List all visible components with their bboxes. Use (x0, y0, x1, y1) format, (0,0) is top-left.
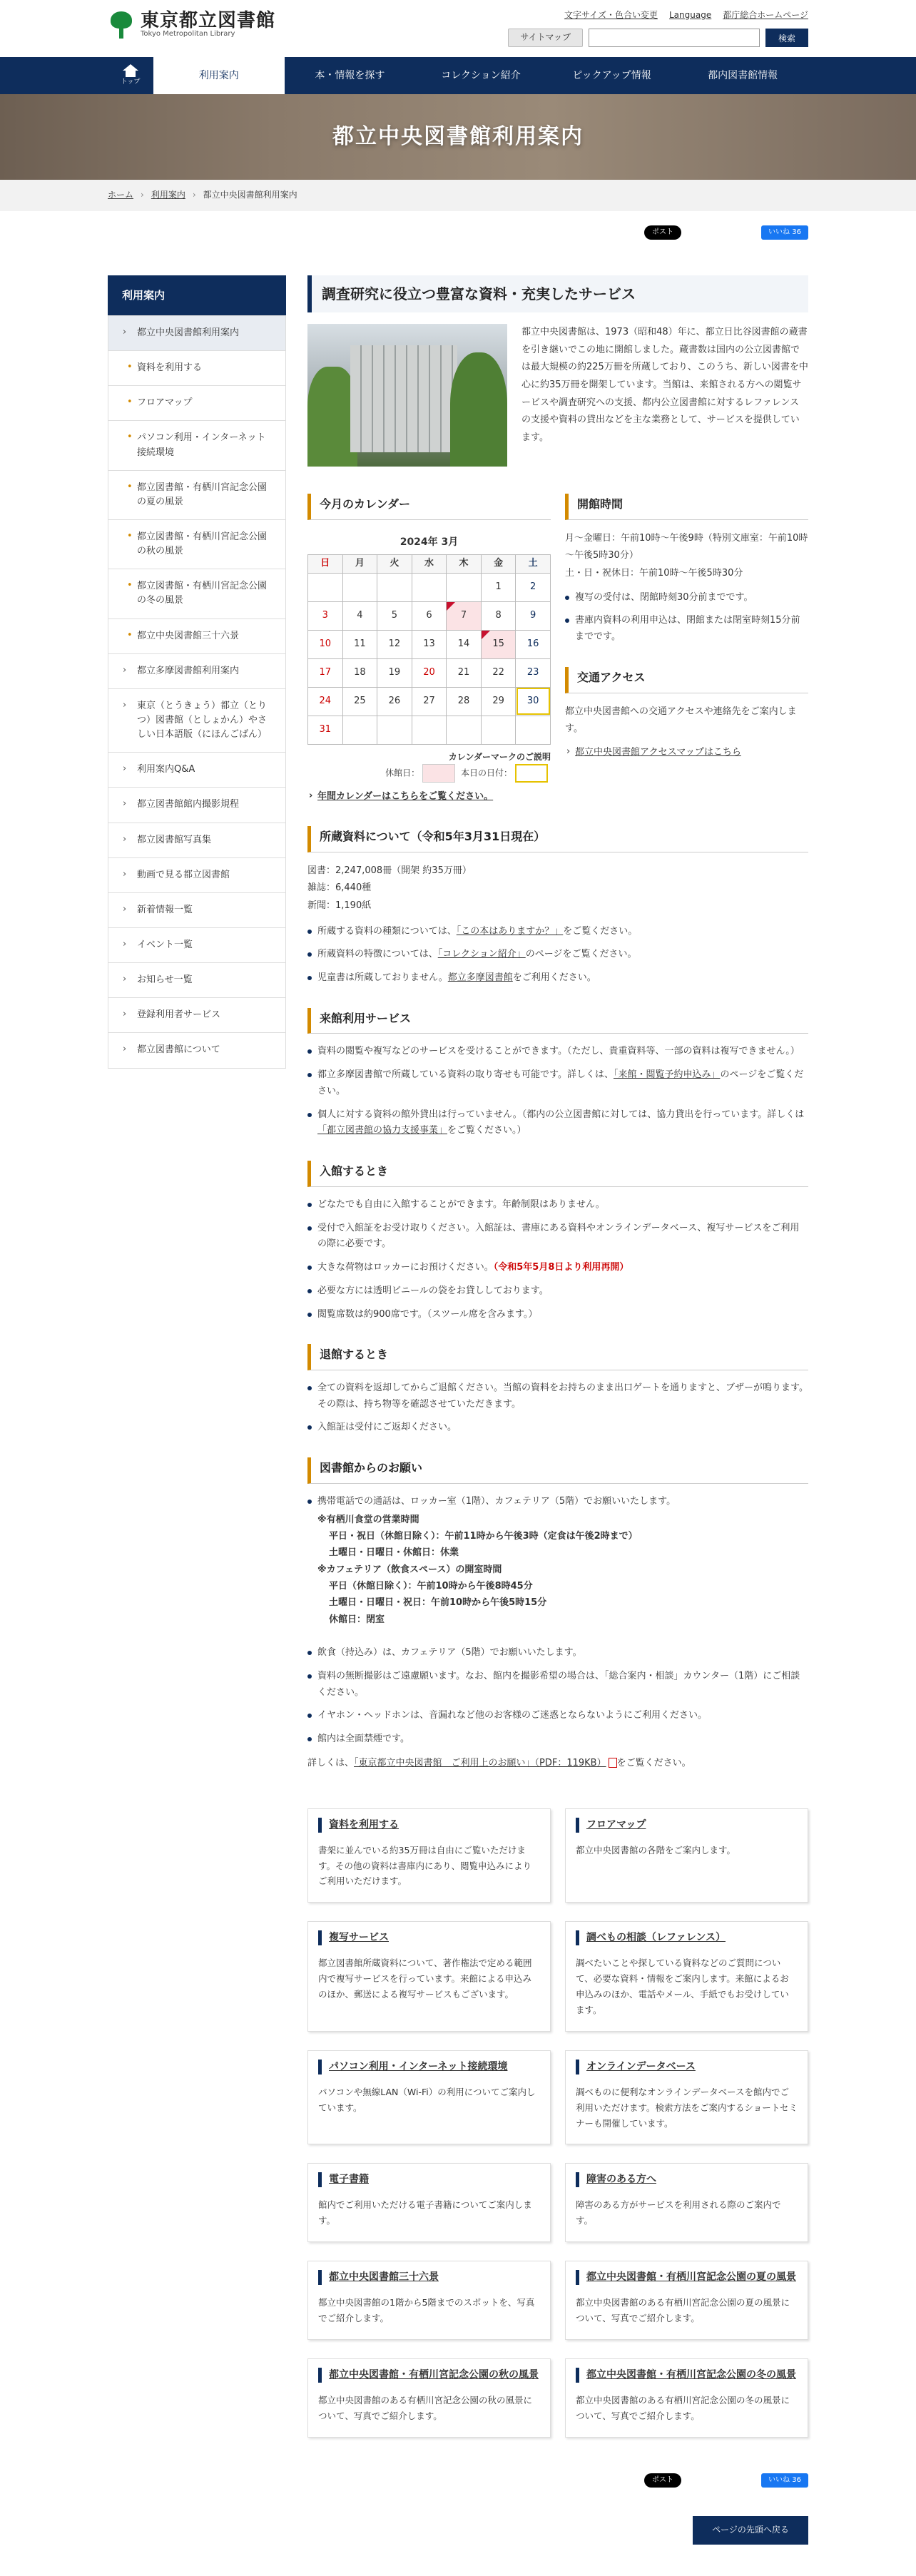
card-desc: 調べたいことや探している資料などのご質問について、必要な資料・情報をご案内します。来館によるお申込みのほか、電話やメール、手紙でもお受けしています。 (576, 1958, 789, 2015)
nav-collection[interactable]: コレクション紹介 (441, 69, 521, 81)
leaving-heading: 退館するとき (307, 1344, 808, 1370)
calendar-day: 24 (308, 687, 343, 716)
calendar-day (342, 573, 377, 601)
sidebar-item[interactable]: › イベント一覧 (108, 927, 285, 962)
requests-note: イヤホン・ヘッドホンは、音漏れなど他のお客様のご迷惑とならないようにご利用ください。 (307, 1708, 808, 1724)
calendar-day: 8 (481, 601, 516, 630)
cafeteria-schedule: ※有栖川食堂の営業時間 平日・祝日（休館日除く）：午前11時から午後3時（定食は午後2時まで） 土曜日・日曜日・休館日：休業 ※カフェテリア（飲食スペース）の開室時間 平日（休館日除く）：午前10時から午後8時45分 土曜日・日曜日・祝日：午前10時から午後5時15分 休館日：閉室 (317, 1514, 638, 1625)
calendar-day: 22 (481, 658, 516, 687)
sidebar (108, 275, 286, 2438)
calendar-day: 16 (516, 630, 551, 658)
annual-calendar-link[interactable]: › 年間カレンダーはこちらをご覧ください。 (307, 790, 551, 805)
sidebar-item[interactable]: › 都立図書館館内撮影規程 (108, 787, 285, 822)
calendar-weekday: 火 (377, 554, 412, 573)
legend-today-swatch (515, 764, 548, 783)
service-card[interactable] (565, 1921, 808, 2032)
logo-text: 東京都立図書館 (141, 10, 276, 31)
calendar-day: 19 (377, 658, 412, 687)
calendar-weekday: 土 (516, 554, 551, 573)
rules-pdf-link[interactable]: 「東京都立中央図書館 ご利用上のお願い」（PDF：119KB） (354, 1757, 606, 1768)
sidebar-item[interactable]: › 東京（とうきょう）都立（とりつ）図書館（としょかん）やさしい日本語版（にほんごばん） (108, 688, 285, 752)
sidebar-item[interactable]: • 都立中央図書館三十六景 (108, 618, 285, 653)
card-title[interactable]: 複写サービス (318, 1930, 540, 1945)
breadcrumb-usage[interactable]: 利用案内 (151, 190, 185, 200)
calendar-day (481, 716, 516, 744)
text-size-link[interactable]: 文字サイズ・色合い変更 (564, 10, 658, 20)
entering-note: 大きな荷物はロッカーにお預けください。（令和5年5月8日より利用再開） (307, 1260, 808, 1276)
card-title[interactable]: 障害のある方へ (576, 2172, 798, 2187)
calendar-day (377, 573, 412, 601)
calendar-day (516, 716, 551, 744)
service-card[interactable] (307, 2163, 551, 2242)
calendar-day: 17 (308, 658, 343, 687)
card-desc: パソコンや無線LAN（Wi-Fi）の利用についてご案内しています。 (318, 2086, 536, 2113)
access-heading: 交通アクセス (565, 667, 808, 693)
calendar-day (342, 716, 377, 744)
sidebar-item[interactable]: • 都立図書館・有栖川宮記念公園の夏の風景 (108, 470, 285, 519)
support-link[interactable]: 「都立図書館の協力支援事業」 (317, 1125, 448, 1136)
site-header (108, 0, 808, 57)
language-link[interactable]: Language (669, 10, 712, 20)
fb-like-button-bottom[interactable]: いいね 36 (761, 2473, 808, 2488)
sidebar-item[interactable]: › 都立多摩図書館利用案内 (108, 653, 285, 688)
card-title[interactable]: 都立中央図書館三十六景 (318, 2270, 540, 2285)
calendar-day: 25 (342, 687, 377, 716)
logo-subtext: Tokyo Metropolitan Library (141, 30, 235, 38)
nav-home[interactable] (108, 57, 153, 94)
tree-logo-icon (108, 11, 135, 39)
card-title[interactable]: 資料を利用する (318, 1818, 540, 1833)
entering-heading: 入館するとき (307, 1161, 808, 1187)
holdings-books: 図書：2,247,008冊（開架 約35万冊） (307, 865, 472, 876)
card-desc: 館内でご利用いただける電子書籍についてご案内します。 (318, 2199, 532, 2226)
card-title[interactable]: 電子書籍 (318, 2172, 540, 2187)
sidebar-item[interactable]: › 動画で見る都立図書館 (108, 857, 285, 892)
card-title[interactable]: フロアマップ (576, 1818, 798, 1833)
sidebar-item[interactable]: › 都立図書館について (108, 1032, 285, 1067)
holdings-newspapers: 新聞：1,190紙 (307, 900, 372, 911)
hours-heading: 開館時間 (565, 494, 808, 520)
card-title[interactable]: 都立中央図書館・有栖川宮記念公園の秋の風景 (318, 2368, 540, 2383)
sidebar-item[interactable]: › 都立中央図書館利用案内 (108, 315, 285, 350)
calendar-day: 3 (308, 601, 343, 630)
sidebar-item[interactable]: › 利用案内Q&A (108, 752, 285, 787)
x-post-button[interactable]: ポスト (644, 225, 681, 240)
card-desc: 書架に並んでいる約35万冊は自由にご覧いただけます。その他の資料は書庫内にあり、閲覧申込みによりご利用いただけます。 (318, 1844, 532, 1887)
calendar-table (307, 530, 551, 745)
card-title[interactable]: オンラインデータベース (576, 2060, 798, 2074)
requests-pdf-note: 詳しくは、「東京都立中央図書館 ご利用上のお願い」（PDF：119KB） をご覧ください。 (307, 1757, 691, 1768)
collection-link[interactable]: 「コレクション紹介」 (437, 949, 526, 960)
calendar-day: 23 (516, 658, 551, 687)
card-desc: 調べものに便利なオンラインデータベースを館内でご利用いただけます。検索方法をご案内するショートセミナーも開催しています。 (576, 2086, 798, 2129)
card-title[interactable]: 都立中央図書館・有栖川宮記念公園の夏の風景 (576, 2270, 798, 2285)
access-map-link[interactable]: › 都立中央図書館アクセスマップはこちら (565, 745, 808, 760)
service-card[interactable] (565, 2050, 808, 2145)
calendar-day: 11 (342, 630, 377, 658)
requests-heading: 図書館からのお願い (307, 1457, 808, 1484)
breadcrumb-current: 都立中央図書館利用案内 (203, 190, 297, 200)
header-links (564, 9, 808, 22)
calendar-legend (307, 750, 551, 783)
legend-title: カレンダーマークのご説明 (448, 751, 551, 762)
calendar-day: 10 (308, 630, 343, 658)
entering-note: どなたでも自由に入館することができます。年齢制限はありません。 (307, 1197, 808, 1213)
holdings-note: 所蔵する資料の種類については、「この本はありますか？」をご覧ください。 (307, 924, 808, 940)
legend-today-label: 本日の日付： (460, 768, 512, 778)
service-card[interactable] (307, 2261, 551, 2340)
tama-library-link[interactable]: 都立多摩図書館 (447, 972, 513, 984)
card-desc: 障害のある方がサービスを利用される際のご案内です。 (576, 2199, 781, 2226)
calendar-heading: 今月のカレンダー (307, 494, 551, 520)
calendar-day: 20 (412, 658, 447, 687)
requests-note: 飲食（持込み）は、カフェテリア（5階）でお願いいたします。 (307, 1645, 808, 1661)
site-logo[interactable] (108, 11, 275, 39)
leaving-note: 入館証は受付にご返却ください。 (307, 1420, 808, 1436)
sitemap-button[interactable]: サイトマップ (508, 29, 583, 46)
service-card[interactable] (307, 1808, 551, 1903)
sidebar-item[interactable]: • 資料を利用する (108, 350, 285, 385)
service-card[interactable] (307, 2050, 551, 2145)
calendar-month: 2024年 3月 (400, 536, 459, 548)
sidebar-item[interactable]: › 登録利用者サービス (108, 997, 285, 1032)
entering-note: 閲覧席数は約900席です。（スツール席を含みます。） (307, 1307, 808, 1323)
nav-usage[interactable]: 利用案内 (153, 57, 285, 94)
fb-like-button[interactable]: いいね 36 (761, 225, 808, 240)
breadcrumb: ホーム › 利用案内 › 都立中央図書館利用案内 (0, 180, 916, 211)
main-content (307, 275, 808, 2438)
sidebar-item[interactable]: › 新着情報一覧 (108, 892, 285, 927)
services-note: 資料の閲覧や複写などのサービスを受けることができます。（ただし、貴重資料等、一部の資料は複写できません。） (307, 1044, 808, 1060)
card-title[interactable]: 都立中央図書館・有栖川宮記念公園の冬の風景 (576, 2368, 798, 2383)
calendar-day: 12 (377, 630, 412, 658)
intro-text: 都立中央図書館は、1973（昭和48）年に、都立日比谷図書館の蔵書を引き継いでこの地に開館しました。蔵書数は国内の公立図書館では最大規模の約225万冊を所蔵しており、このうち、新しい図書を中心に約35万冊を開架しています。当館は、来館される方への閲覧サービスや調査研究への支援、都内公立図書館に対するレファレンスの支援や資料の貸出などを主な業務として、サービスを提供しています。 (521, 327, 808, 444)
hours-weekend: 土・日・祝休日：午前10時～午後5時30分 (565, 567, 743, 579)
services-note: 個人に対する資料の館外貸出は行っていません。（都内の公立図書館に対しては、協力貸出を行っています。詳しくは「都立図書館の協力支援事業」をご覧ください。） (307, 1107, 808, 1140)
global-nav (0, 57, 916, 94)
holdings-magazines: 雑誌：6,440種 (307, 882, 372, 894)
holdings-heading: 所蔵資料について（令和5年3月31日現在） (307, 826, 808, 852)
card-title[interactable]: パソコン利用・インターネット接続環境 (318, 2060, 540, 2074)
book-search-link[interactable]: 「この本はありますか？」 (456, 925, 564, 937)
requests-note: 館内は全面禁煙です。 (307, 1731, 808, 1748)
nav-home-label: トップ (121, 78, 141, 86)
sidebar-item[interactable]: • パソコン利用・インターネット接続環境 (108, 420, 285, 469)
calendar-weekday: 金 (481, 554, 516, 573)
main-heading: 調査研究に役立つ豊富な資料・充実したサービス (307, 275, 808, 312)
entering-note: 必要な方には透明ビニールの袋をお貸ししております。 (307, 1283, 808, 1300)
calendar-day (308, 573, 343, 601)
holdings-note: 所蔵資料の特徴については、「コレクション紹介」のページをご覧ください。 (307, 947, 808, 963)
pdf-icon (609, 1758, 617, 1768)
card-desc: 都立中央図書館の1階から5階までのスポットを、写真でご紹介します。 (318, 2297, 535, 2324)
card-desc: 都立中央図書館のある有栖川宮記念公園の秋の風景について、写真でご紹介します。 (318, 2394, 533, 2421)
calendar-day: 5 (377, 601, 412, 630)
card-desc: 都立図書館所蔵資料について、著作権法で定める範囲内で複写サービスを行っています。来館による申込みのほか、郵送による複写サービスもございます。 (318, 1958, 532, 2000)
calendar-day: 29 (481, 687, 516, 716)
tocho-link[interactable]: 都庁総合ホームページ (723, 10, 808, 20)
hours-weekday: 月～金曜日：午前10時～午後9時（特別文庫室：午前10時～午後5時30分） (565, 532, 808, 561)
sidebar-item[interactable]: • 都立図書館・有栖川宮記念公園の秋の風景 (108, 519, 285, 569)
calendar-day (412, 573, 447, 601)
page-title: 都立中央図書館利用案内 (332, 124, 584, 149)
sidebar-title[interactable]: 利用案内 (108, 275, 286, 315)
calendar-weekday: 水 (412, 554, 447, 573)
legend-closed-label: 休館日： (385, 768, 420, 778)
x-post-button-bottom[interactable]: ポスト (644, 2473, 681, 2488)
calendar-day (412, 716, 447, 744)
nav-pickup[interactable]: ピックアップ情報 (572, 69, 651, 81)
service-card[interactable] (565, 2163, 808, 2242)
calendar-weekday: 月 (342, 554, 377, 573)
hours-note: 複写の受付は、閉館時刻30分前までです。 (565, 590, 808, 606)
calendar-day: 1 (481, 573, 516, 601)
calendar-day: 13 (412, 630, 447, 658)
nav-search[interactable]: 本・情報を探す (315, 69, 385, 81)
calendar-day: 2 (516, 573, 551, 601)
service-card[interactable] (307, 2358, 551, 2438)
calendar-day: 7 (447, 601, 482, 630)
calendar-day: 9 (516, 601, 551, 630)
leaving-note: 全ての資料を返却してからご退館ください。当館の資料をお持ちのまま出口ゲートを通りますと、ブザーが鳴ります。その際は、持ち物等を確認させていただきます。 (307, 1380, 808, 1413)
nav-libraries[interactable]: 都内図書館情報 (708, 69, 778, 81)
hours-note: 書庫内資料の利用申込は、閉館または閉室時刻15分前までです。 (565, 613, 808, 646)
sidebar-item[interactable]: › 都立図書館写真集 (108, 823, 285, 857)
legend-closed-swatch (422, 764, 455, 783)
calendar-day: 30 (516, 687, 551, 716)
calendar-day (447, 716, 482, 744)
card-desc: 都立中央図書館のある有栖川宮記念公園の冬の風景について、写真でご紹介します。 (576, 2394, 790, 2421)
requests-note: 資料の無断撮影はご遠慮願います。なお、館内を撮影希望の場合は、「総合案内・相談」カウンター（1階）にご相談ください。 (307, 1669, 808, 1701)
card-title[interactable]: 調べもの相談（レファレンス） (576, 1930, 798, 1945)
calendar-day: 31 (308, 716, 343, 744)
breadcrumb-home[interactable]: ホーム (108, 190, 134, 200)
library-photo (307, 324, 507, 467)
home-icon (123, 64, 138, 77)
page-top-button[interactable]: ページの先頭へ戻る (693, 2516, 808, 2545)
calendar-day: 14 (447, 630, 482, 658)
calendar-day: 21 (447, 658, 482, 687)
calendar-day: 26 (377, 687, 412, 716)
calendar-day (447, 573, 482, 601)
page-banner (0, 94, 916, 180)
sidebar-item[interactable]: • 都立図書館・有栖川宮記念公園の冬の風景 (108, 569, 285, 618)
related-cards (307, 1808, 808, 2438)
calendar-day: 28 (447, 687, 482, 716)
calendar-day (377, 716, 412, 744)
calendar-day: 15 (481, 630, 516, 658)
search-button[interactable]: 検索 (765, 29, 808, 47)
service-card[interactable] (307, 1921, 551, 2032)
locker-resume-note: （令和5年5月8日より利用再開） (493, 1262, 629, 1273)
reservation-link[interactable]: 「来館・閲覧予約申込み」 (613, 1069, 721, 1081)
card-desc: 都立中央図書館の各階をご案内します。 (576, 1844, 736, 1855)
calendar-day: 6 (412, 601, 447, 630)
calendar-day: 4 (342, 601, 377, 630)
service-card[interactable] (565, 1808, 808, 1903)
service-card[interactable] (565, 2358, 808, 2438)
services-heading: 来館利用サービス (307, 1008, 808, 1034)
calendar-weekday: 木 (447, 554, 482, 573)
requests-note: 携帯電話での通話は、ロッカー室（1階）、カフェテリア（5階）でお願いいたします。 (307, 1494, 808, 1510)
sidebar-item[interactable]: › お知らせ一覧 (108, 962, 285, 997)
calendar-weekday: 日 (308, 554, 343, 573)
service-card[interactable] (565, 2261, 808, 2340)
entering-note: 受付で入館証をお受け取りください。入館証は、書庫にある資料やオンラインデータベース、複写サービスをご利用の際に必要です。 (307, 1221, 808, 1253)
sidebar-item[interactable]: • フロアマップ (108, 385, 285, 420)
search-input[interactable] (589, 29, 760, 47)
access-text: 都立中央図書館への交通アクセスや連絡先をご案内します。 (565, 706, 797, 735)
holdings-note: 児童書は所蔵しておりません。都立多摩図書館をご利用ください。 (307, 970, 808, 987)
services-note: 都立多摩図書館で所蔵している資料の取り寄せも可能です。詳しくは、「来館・閲覧予約申込み」のページをご覧ください。 (307, 1067, 808, 1100)
calendar-day: 27 (412, 687, 447, 716)
calendar-day: 18 (342, 658, 377, 687)
card-desc: 都立中央図書館のある有栖川宮記念公園の夏の風景について、写真でご紹介します。 (576, 2297, 790, 2324)
